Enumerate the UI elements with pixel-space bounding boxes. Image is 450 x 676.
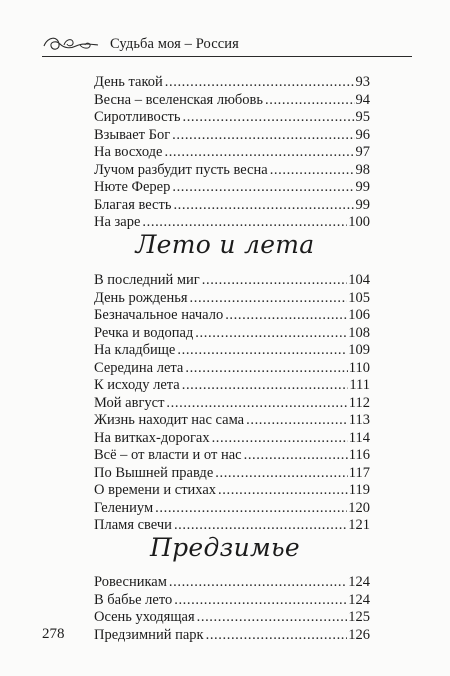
toc-entry-page: 124	[348, 591, 370, 608]
toc-leader-dots	[270, 162, 355, 180]
toc-entry-title: К исходу лета	[94, 377, 180, 393]
toc-entry[interactable]	[94, 592, 370, 610]
toc-leader-dots	[225, 307, 347, 325]
toc-leader-dots	[182, 377, 349, 395]
toc-entry-title: Сиротливость	[94, 109, 181, 125]
toc-entry-page: 126	[348, 626, 370, 643]
toc-leader-dots	[142, 214, 347, 232]
toc-entry-page: 114	[348, 429, 370, 446]
running-header	[42, 30, 412, 60]
toc-entry[interactable]	[94, 447, 370, 465]
toc-entry-title: В бабье лето	[94, 591, 173, 608]
section-heading-leto-i-leta: Лето и лета	[135, 230, 315, 259]
toc-leader-dots	[182, 109, 354, 127]
toc-leader-dots	[195, 325, 347, 343]
toc-entry-title: Мой август	[94, 394, 165, 411]
toc-entry-title: Весна – вселенская любовь	[94, 91, 263, 108]
toc-entry[interactable]	[94, 517, 370, 535]
toc-leader-dots	[212, 430, 348, 448]
toc-entry[interactable]	[94, 214, 370, 232]
toc-entry-page: 121	[348, 517, 370, 533]
toc-entry[interactable]	[94, 290, 370, 308]
toc-entry-title: На кладбище	[94, 342, 176, 358]
toc-entry-title: День рожденья	[94, 289, 188, 306]
toc-entry[interactable]	[94, 197, 370, 215]
toc-entry[interactable]	[94, 109, 370, 127]
toc-entry[interactable]	[94, 127, 370, 145]
toc-entry-page: 105	[348, 289, 370, 306]
page-number: 278	[42, 626, 65, 642]
toc-section-1	[94, 74, 370, 232]
toc-entry[interactable]	[94, 179, 370, 197]
toc-entry[interactable]	[94, 465, 370, 483]
toc-entry-page: 116	[348, 447, 370, 463]
toc-entry-page: 108	[348, 324, 370, 341]
toc-leader-dots	[174, 592, 347, 610]
toc-entry[interactable]	[94, 307, 370, 325]
toc-leader-dots	[218, 482, 348, 500]
toc-entry[interactable]	[94, 377, 370, 395]
toc-entry-page: 98	[355, 161, 370, 178]
toc-entry-page: 94	[355, 91, 370, 108]
toc-entry[interactable]	[94, 482, 370, 500]
toc-entry-title: Взывает Бог	[94, 126, 171, 143]
toc-entry-page: 125	[348, 609, 370, 625]
toc-entry-page: 93	[355, 74, 370, 90]
toc-entry[interactable]	[94, 272, 370, 290]
toc-entry-title: На витках-дорогах	[94, 429, 210, 446]
section-heading-predzimye: Предзимье	[149, 533, 300, 562]
toc-entry[interactable]	[94, 430, 370, 448]
toc-leader-dots	[169, 574, 347, 592]
toc-entry-title: Безначальное начало	[94, 307, 224, 323]
toc-leader-dots	[202, 272, 348, 290]
toc-leader-dots	[265, 92, 355, 110]
running-header-title: Судьба моя – Россия	[110, 36, 239, 52]
toc-entry[interactable]	[94, 412, 370, 430]
toc-entry-title: Нюте Ферер	[94, 179, 171, 195]
toc-entry[interactable]	[94, 360, 370, 378]
toc-entry-title: Середина лета	[94, 359, 184, 376]
toc-entry-title: Осень уходящая	[94, 609, 195, 625]
toc-entry-title: О времени и стихах	[94, 482, 217, 498]
toc-entry-title: Ровесникам	[94, 574, 167, 590]
toc-entry[interactable]	[94, 162, 370, 180]
toc-entry-page: 99	[355, 196, 370, 213]
toc-entry[interactable]	[94, 609, 370, 627]
toc-leader-dots	[172, 127, 354, 145]
toc-entry-title: Жизнь находит нас сама	[94, 412, 245, 428]
toc-entry[interactable]	[94, 144, 370, 162]
toc-leader-dots	[206, 627, 348, 645]
toc-entry[interactable]	[94, 342, 370, 360]
toc-entry-title: Речка и водопад	[94, 324, 194, 341]
toc-entry-title: Предзимний парк	[94, 626, 204, 643]
toc-entry-title: Благая весть	[94, 196, 172, 213]
toc-entry-page: 110	[348, 359, 370, 376]
toc-entry-page: 124	[348, 574, 370, 590]
toc-entry-page: 120	[348, 499, 370, 516]
toc-leader-dots	[173, 197, 354, 215]
toc-leader-dots	[166, 395, 347, 413]
toc-entry-title: Лучом разбудит пусть весна	[94, 161, 268, 178]
toc-entry[interactable]	[94, 92, 370, 110]
toc-entry-page: 100	[348, 214, 370, 230]
toc-leader-dots	[165, 74, 355, 92]
toc-entry[interactable]	[94, 574, 370, 592]
toc-entry-title: День такой	[94, 74, 163, 90]
toc-leader-dots	[244, 447, 348, 465]
toc-entry-page: 117	[348, 464, 370, 481]
toc-leader-dots	[177, 342, 347, 360]
toc-entry[interactable]	[94, 325, 370, 343]
toc-entry-title: Всё – от власти и от нас	[94, 447, 242, 463]
toc-leader-dots	[190, 290, 348, 308]
toc-entry-page: 97	[355, 144, 370, 160]
toc-entry[interactable]	[94, 74, 370, 92]
toc-entry-page: 109	[348, 342, 370, 358]
toc-leader-dots	[215, 465, 348, 483]
toc-leader-dots	[197, 609, 348, 627]
toc-entry-title: Гелениум	[94, 499, 154, 516]
toc-entry[interactable]	[94, 627, 370, 645]
toc-leader-dots	[185, 360, 347, 378]
toc-entry-page: 111	[349, 377, 370, 393]
toc-entry-page: 112	[348, 394, 370, 411]
toc-entry-page: 106	[348, 307, 370, 323]
toc-entry-title: Пламя свечи	[94, 517, 172, 533]
toc-section-3	[94, 574, 370, 644]
toc-entry[interactable]	[94, 500, 370, 518]
toc-leader-dots	[164, 144, 354, 162]
toc-entry-page: 96	[355, 126, 370, 143]
toc-entry-title: По Вышней правде	[94, 464, 214, 481]
header-rule	[42, 56, 412, 57]
toc-entry[interactable]	[94, 395, 370, 413]
toc-section-2	[94, 272, 370, 535]
toc-entry-title: На заре	[94, 214, 141, 230]
toc-entry-title: В последний миг	[94, 272, 200, 288]
toc-entry-page: 104	[348, 272, 370, 288]
toc-leader-dots	[174, 517, 347, 535]
toc-entry-page: 119	[348, 482, 370, 498]
toc-entry-page: 99	[355, 179, 370, 195]
toc-leader-dots	[155, 500, 347, 518]
toc-entry-page: 113	[348, 412, 370, 428]
toc-leader-dots	[246, 412, 348, 430]
toc-leader-dots	[172, 179, 354, 197]
toc-entry-title: На восходе	[94, 144, 163, 160]
flourish-ornament-icon	[42, 34, 100, 54]
toc-entry-page: 95	[355, 109, 370, 125]
